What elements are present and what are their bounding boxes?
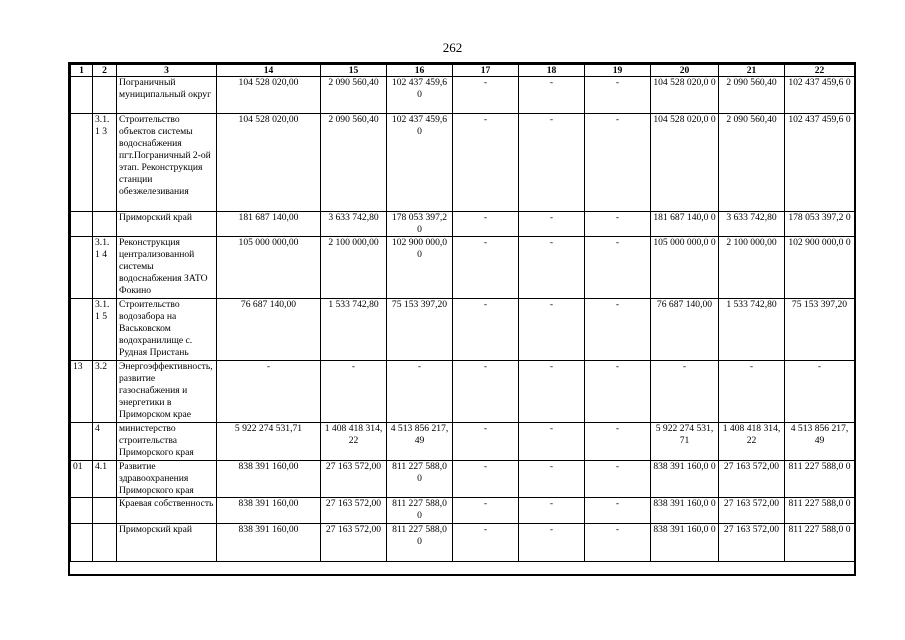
table-cell	[71, 237, 93, 299]
table-cell: 5 922 274 531, 71	[651, 423, 719, 461]
table-cell: 2 090 560,40	[321, 77, 387, 114]
table-cell: 4 513 856 217, 49	[785, 423, 855, 461]
table-cell: 27 163 572,00	[719, 498, 785, 524]
table-cell: -	[585, 237, 651, 299]
col-header: 2	[93, 65, 117, 77]
table-cell: Краевая собственность	[117, 498, 217, 524]
table-cell	[71, 299, 93, 361]
table-cell: 4.1	[93, 461, 117, 498]
table-cell: -	[453, 423, 519, 461]
table-cell: министерство строительства Приморского края	[117, 423, 217, 461]
table-cell: -	[585, 212, 651, 237]
table-cell: 838 391 160,0 0	[651, 461, 719, 498]
table-cell: 838 391 160,00	[217, 498, 321, 524]
table-cell: 102 437 459,6 0	[785, 77, 855, 114]
table-cell: Пограничный муниципальный округ	[117, 77, 217, 114]
table-cell: 3 633 742,80	[719, 212, 785, 237]
col-header: 16	[387, 65, 453, 77]
table-row	[71, 114, 855, 212]
table-cell: 104 528 020,0 0	[651, 114, 719, 212]
table-cell: 838 391 160,0 0	[651, 498, 719, 524]
table-cell: -	[519, 461, 585, 498]
table-cell: -	[585, 461, 651, 498]
table-cell: 3.2	[93, 361, 117, 423]
table-cell: 3.1.1 5	[93, 299, 117, 361]
table-row	[71, 524, 855, 562]
table-row	[71, 423, 855, 461]
col-header: 14	[217, 65, 321, 77]
table-cell: -	[519, 423, 585, 461]
col-header: 22	[785, 65, 855, 77]
table-cell: -	[519, 77, 585, 114]
table-cell: 104 528 020,00	[217, 77, 321, 114]
table-cell: 811 227 588,0 0	[785, 524, 855, 562]
table-cell: 811 227 588,0 0	[387, 498, 453, 524]
table-cell: -	[453, 114, 519, 212]
table-cell: 1 408 418 314, 22	[719, 423, 785, 461]
header-row	[71, 65, 855, 77]
table-cell: 5 922 274 531,71	[217, 423, 321, 461]
col-header: 1	[71, 65, 93, 77]
table-cell: -	[519, 237, 585, 299]
table-cell: -	[453, 299, 519, 361]
table-cell: 27 163 572,00	[321, 498, 387, 524]
table-cell: 811 227 588,0 0	[785, 461, 855, 498]
table-cell: 1 533 742,80	[719, 299, 785, 361]
table-cell	[71, 498, 93, 524]
table-cell: 178 053 397,2 0	[387, 212, 453, 237]
table-cell: 13	[71, 361, 93, 423]
table-cell	[93, 524, 117, 562]
table-cell: 4 513 856 217, 49	[387, 423, 453, 461]
table-cell	[71, 77, 93, 114]
table-cell: -	[585, 299, 651, 361]
table-cell: -	[453, 212, 519, 237]
table-cell: -	[453, 237, 519, 299]
table-cell: -	[519, 524, 585, 562]
table-row	[71, 299, 855, 361]
table-cell: 2 100 000,00	[719, 237, 785, 299]
table-cell: 3 633 742,80	[321, 212, 387, 237]
table-cell: -	[585, 77, 651, 114]
table-row	[71, 77, 855, 114]
table-cell: -	[585, 498, 651, 524]
table-cell: 811 227 588,0 0	[387, 461, 453, 498]
table-cell: -	[321, 361, 387, 423]
table-cell: 75 153 397,20	[785, 299, 855, 361]
page-number: 262	[442, 40, 463, 55]
table-cell: Строительство водозабора на Васьковском водохранилище с. Рудная Пристань	[117, 299, 217, 361]
table-cell: 3.1.1 3	[93, 114, 117, 212]
table-cell: Приморский край	[117, 212, 217, 237]
table-cell: 181 687 140,0 0	[651, 212, 719, 237]
table-cell: 102 437 459,6 0	[387, 114, 453, 212]
table-cell: -	[519, 114, 585, 212]
table-row	[71, 361, 855, 423]
table-cell: -	[785, 361, 855, 423]
table-cell	[71, 212, 93, 237]
table-cell: 102 437 459,6 0	[387, 77, 453, 114]
table-cell: -	[585, 423, 651, 461]
table-cell: -	[453, 524, 519, 562]
table-cell: 838 391 160,00	[217, 461, 321, 498]
table-cell	[93, 212, 117, 237]
table-cell: 01	[71, 461, 93, 498]
table-cell: 178 053 397,2 0	[785, 212, 855, 237]
table-cell: 2 090 560,40	[719, 114, 785, 212]
table-cell: -	[585, 114, 651, 212]
table-cell: -	[453, 461, 519, 498]
table-cell: Приморский край	[117, 524, 217, 562]
table-cell: 27 163 572,00	[321, 461, 387, 498]
table-cell: Энергоэффективность, развитие газоснабжения и энергетики в Приморском крае	[117, 361, 217, 423]
table-cell: 811 227 588,0 0	[387, 524, 453, 562]
table-cell	[71, 524, 93, 562]
table-cell: 181 687 140,00	[217, 212, 321, 237]
table-cell: 105 000 000,00	[217, 237, 321, 299]
table-cell: 1 533 742,80	[321, 299, 387, 361]
table-cell: 3.1.1 4	[93, 237, 117, 299]
budget-table	[70, 64, 855, 562]
table-cell: 102 437 459,6 0	[785, 114, 855, 212]
table-cell: 105 000 000,0 0	[651, 237, 719, 299]
table-cell: -	[719, 361, 785, 423]
table-cell: 76 687 140,00	[651, 299, 719, 361]
table-cell: -	[651, 361, 719, 423]
table-cell: -	[453, 361, 519, 423]
table-cell: 2 100 000,00	[321, 237, 387, 299]
table-cell	[71, 423, 93, 461]
table-row	[71, 498, 855, 524]
table-cell: 27 163 572,00	[719, 524, 785, 562]
table-row	[71, 461, 855, 498]
table-cell: 75 153 397,20	[387, 299, 453, 361]
table-cell	[71, 114, 93, 212]
col-header: 3	[117, 65, 217, 77]
table-cell: Строительство объектов системы водоснабжения пгт.Пограничный 2-ой этап. Реконструкция станции обезжелезивания	[117, 114, 217, 212]
table-cell: -	[585, 361, 651, 423]
table-cell: Реконструкция централизованной системы водоснабжения ЗАТО Фокино	[117, 237, 217, 299]
table-cell	[93, 77, 117, 114]
table-cell: 104 528 020,00	[217, 114, 321, 212]
table-cell: -	[453, 77, 519, 114]
table-cell: 1 408 418 314, 22	[321, 423, 387, 461]
table-cell: -	[387, 361, 453, 423]
table-cell: 102 900 000,0 0	[785, 237, 855, 299]
table-cell: -	[453, 498, 519, 524]
table-cell: 27 163 572,00	[321, 524, 387, 562]
table-cell: 2 090 560,40	[719, 77, 785, 114]
table-cell	[93, 498, 117, 524]
col-header: 15	[321, 65, 387, 77]
table-cell: Развитие здравоохранения Приморского края	[117, 461, 217, 498]
table-cell: 102 900 000,0 0	[387, 237, 453, 299]
table-cell: 4	[93, 423, 117, 461]
table-cell: 76 687 140,00	[217, 299, 321, 361]
table-cell: 2 090 560,40	[321, 114, 387, 212]
table-cell: 104 528 020,0 0	[651, 77, 719, 114]
table-cell: -	[217, 361, 321, 423]
table-cell: 27 163 572,00	[719, 461, 785, 498]
col-header: 20	[651, 65, 719, 77]
table-cell: 811 227 588,0 0	[785, 498, 855, 524]
table-cell: 838 391 160,00	[217, 524, 321, 562]
table-cell: -	[585, 524, 651, 562]
col-header: 18	[519, 65, 585, 77]
table-cell: -	[519, 361, 585, 423]
table-cell: -	[519, 299, 585, 361]
table-row	[71, 237, 855, 299]
table-cell: -	[519, 212, 585, 237]
col-header: 21	[719, 65, 785, 77]
col-header: 17	[453, 65, 519, 77]
table-row	[71, 212, 855, 237]
col-header: 19	[585, 65, 651, 77]
table-cell: -	[519, 498, 585, 524]
table-cell: 838 391 160,0 0	[651, 524, 719, 562]
